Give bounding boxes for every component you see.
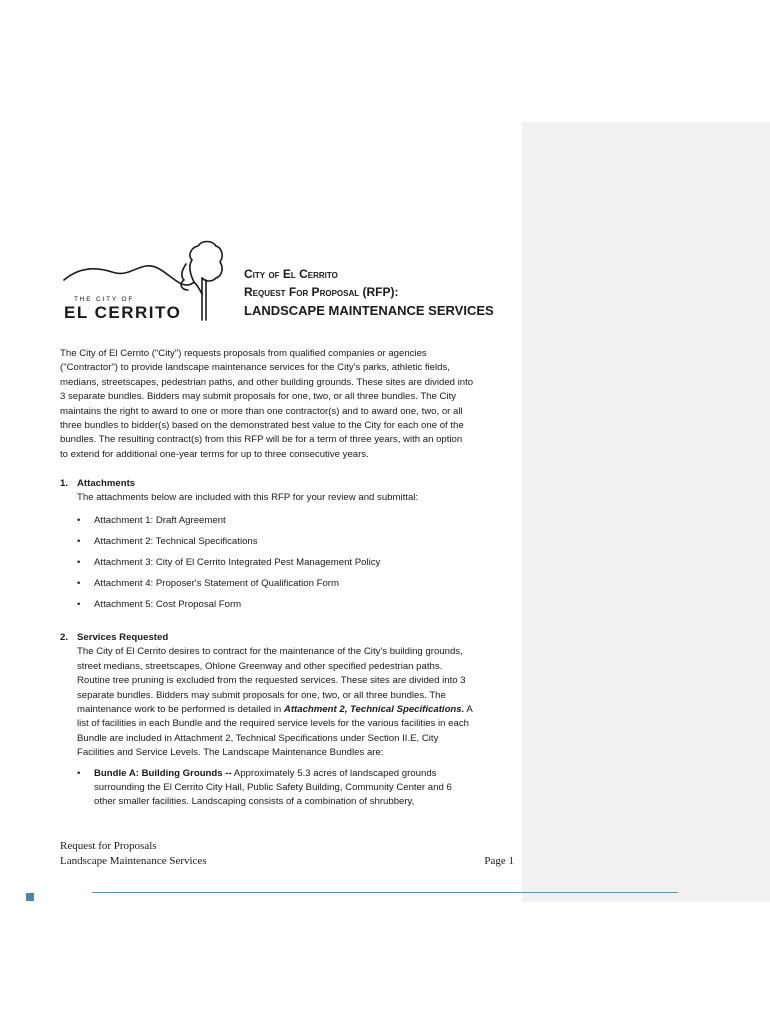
intro-line: maintains the right to award to one or more than one contractor(s) and to award one, two, or all (60, 405, 463, 417)
bullet-icon: • (77, 598, 81, 610)
section-text: The City of El Cerrito desires to contract for the maintenance of the City's building grounds, street medians, streetscapes, Ohlone Greenway and other specified pedestrian paths. Routine tree pruning is excluded from the requested services. These sites are divided into 3 separate bundles. Bidders may submit proposals for one, two, or all three bundles. The maintenance work to be performed is detailed in Attachment 2, Technical Specifications. A list of facilities in each Bundle and the required service levels for the various facilities in each Bundle are included in Attachment 2, Technical Specifications under Section II.E, City Facilities and Service Levels. The Landscape Maintenance Bundles are: (77, 646, 473, 759)
intro-line: ("Contractor") to provide landscape maintenance services for the City's parks, athletic fields, (60, 362, 450, 374)
emphasis-reference: Attachment 2, Technical Specifications. (283, 704, 465, 716)
el-cerrito-logo (60, 236, 238, 326)
intro-line: medians, streetscapes, pedestrian paths, and other building grounds. These sites are divided into (60, 376, 474, 388)
intro-paragraph (60, 347, 520, 462)
intro-line: 3 separate bundles. Bidders may submit proposals for one, two, or all three bundles. The City (60, 391, 457, 403)
intro-line: The City of El Cerrito ("City") requests proposals from qualified companies or agencies (60, 348, 427, 359)
section-number: 1. (60, 478, 69, 489)
section-title: Services Requested (77, 632, 169, 643)
section-heading (60, 477, 520, 491)
logo-large-text: EL CERRITO (64, 303, 182, 322)
bullet-icon: • (77, 556, 81, 568)
title-main: LANDSCAPE MAINTENANCE SERVICES (244, 303, 494, 318)
page-footer (60, 839, 514, 869)
title-city: City of El Cerrito (244, 267, 338, 281)
bundle-list (60, 767, 520, 810)
bullet-icon: • (77, 767, 81, 779)
section-services-requested (60, 631, 520, 810)
section-heading (60, 631, 520, 645)
section-title: Attachments (77, 478, 136, 489)
attachment-list (60, 510, 520, 615)
bullet-icon: • (77, 577, 81, 589)
intro-line: to extend for additional one-year terms for up to three consecutive years. (60, 448, 369, 460)
list-item: • Attachment 1: Draft Agreement (60, 510, 520, 531)
page-number: Page 1 (484, 855, 514, 867)
bullet-icon: • (77, 535, 81, 547)
intro-line: bundles. The resulting contract(s) from this RFP will be for a term of three years, with an option (60, 434, 463, 446)
corner-marker (26, 893, 34, 901)
logo-small-text: THE CITY OF (74, 296, 135, 303)
footer-line: Landscape Maintenance Services (60, 855, 207, 867)
list-item: • Attachment 3: City of El Cerrito Integrated Pest Management Policy (60, 552, 520, 573)
footer-line: Request for Proposals (60, 840, 157, 852)
section-number: 2. (60, 632, 69, 643)
bullet-icon: • (77, 514, 81, 526)
section-text: The attachments below are included with this RFP for your review and submittal: (77, 492, 419, 504)
footer-divider (92, 892, 678, 893)
list-item: • Attachment 2: Technical Specifications (60, 531, 520, 552)
intro-line: three bundles to bidder(s) based on the demonstrated best value to the City for each one of the (60, 420, 464, 432)
list-item: • Attachment 4: Proposer's Statement of Qualification Form (60, 573, 520, 594)
document-title-block (244, 265, 519, 320)
comment-pane (522, 122, 770, 902)
bundle-label: Bundle A: Building Grounds -- (94, 767, 232, 779)
section-attachments (60, 477, 520, 615)
list-item: • Bundle A: Building Grounds -- Approximately 5.3 acres of landscaped grounds surrounding the El Cerrito City Hall, Public Safety Building, Community Center and 6 other smaller facilities. Landscaping consists of a combination of shrubbery, (77, 767, 452, 808)
list-item: • Attachment 5: Cost Proposal Form (60, 594, 520, 615)
title-rfp: Request For Proposal (RFP): (244, 285, 399, 299)
